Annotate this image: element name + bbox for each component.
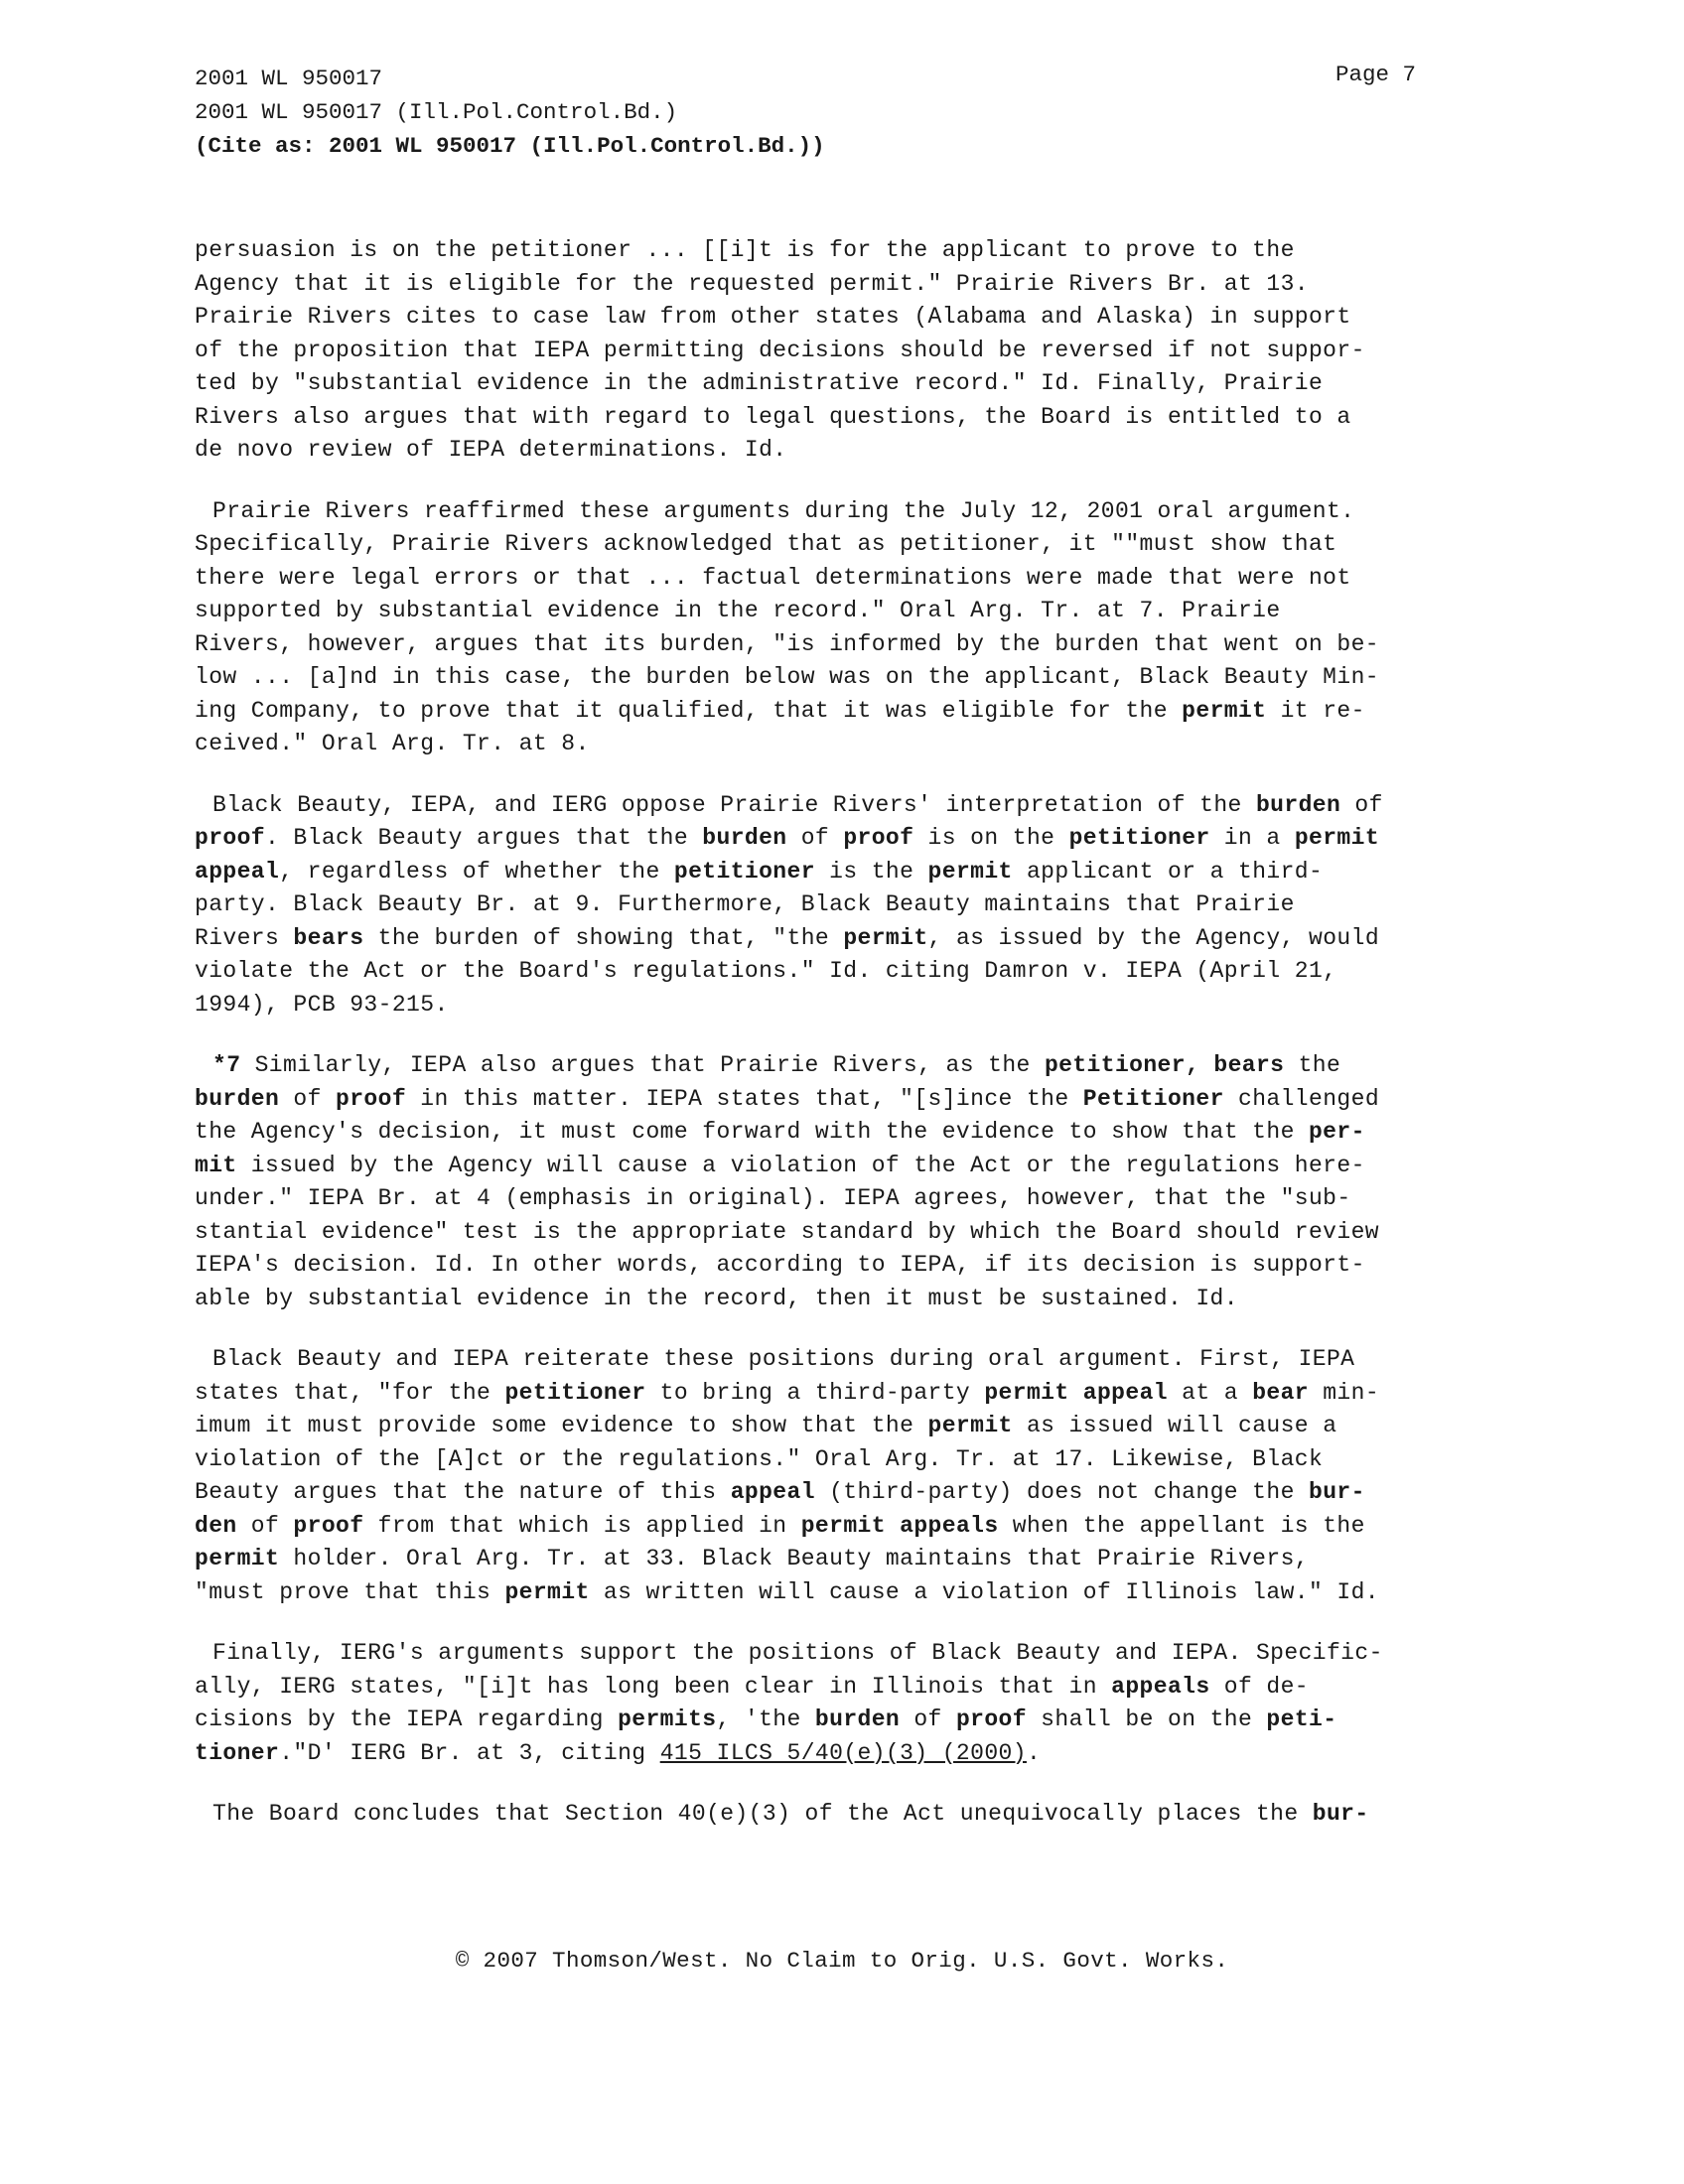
search-term-highlight: Petitioner — [1082, 1085, 1224, 1112]
text-line: there were legal errors or that ... factual determinations were made that were not — [195, 564, 1351, 591]
text-line: Black Beauty, IEPA, and IERG oppose Prairie Rivers' interpretation of the burden of — [212, 791, 1383, 818]
text-line: Agency that it is eligible for the requested permit." Prairie Rivers Br. at 13. — [195, 270, 1309, 297]
text-line: Specifically, Prairie Rivers acknowledged that as petitioner, it ""must show that — [195, 531, 1337, 557]
search-term-highlight: per- — [1308, 1119, 1365, 1145]
search-term-highlight: bear — [1252, 1379, 1310, 1406]
search-term-highlight: permit — [843, 924, 928, 951]
search-term-highlight: bur- — [1309, 1479, 1365, 1505]
text-line: appeal, regardless of whether the petitioner is the permit applicant or a third- — [195, 858, 1324, 885]
text-line: ing Company, to prove that it qualified, that it was eligible for the permit it re- — [195, 697, 1365, 724]
text-line: violation of the [A]ct or the regulations." Oral Arg. Tr. at 17. Likewise, Black — [195, 1445, 1324, 1472]
search-term-highlight: bears — [293, 924, 364, 951]
paragraph-7 — [195, 1798, 1475, 1832]
text-line: states that, "for the petitioner to bring a third-party permit appeal at a bear min- — [195, 1379, 1380, 1406]
citation-line-2: 2001 WL 950017 (Ill.Pol.Control.Bd.) — [195, 99, 678, 125]
text-line: ted by "substantial evidence in the administrative record." Id. Finally, Prairie — [195, 370, 1324, 396]
search-term-highlight: permit — [1182, 697, 1267, 724]
text-line: cisions by the IEPA regarding permits, 'the burden of proof shall be on the peti- — [195, 1706, 1337, 1732]
text-line: the Agency's decision, it must come forward with the evidence to show that the per- — [195, 1119, 1365, 1145]
search-term-highlight: mit — [195, 1152, 237, 1178]
text-line: tioner."D' IERG Br. at 3, citing 415 ILCS 5/40(e)(3) (2000). — [195, 1739, 1042, 1766]
paragraph-5 — [195, 1343, 1475, 1609]
text-line: den of proof from that which is applied in permit appeals when the appellant is the — [195, 1512, 1365, 1539]
paragraph-1 — [195, 234, 1475, 468]
document-body — [195, 234, 1475, 1859]
search-term-highlight: proof — [195, 825, 266, 851]
text-line: IEPA's decision. Id. In other words, according to IEPA, if its decision is support- — [195, 1252, 1365, 1278]
paragraph-6 — [195, 1637, 1475, 1770]
search-term-highlight: petitioner — [673, 858, 815, 885]
text-line: Rivers, however, argues that its burden, "is informed by the burden that went on be- — [195, 630, 1379, 657]
search-term-highlight: proof — [955, 1706, 1027, 1732]
text-line: low ... [a]nd in this case, the burden below was on the applicant, Black Beauty Min- — [195, 664, 1379, 690]
search-term-highlight: permit — [927, 858, 1013, 885]
star-page-marker: *7 — [212, 1052, 241, 1078]
text-line: stantial evidence" test is the appropriate standard by which the Board should review — [195, 1218, 1379, 1245]
paragraph-2 — [195, 495, 1475, 761]
text-line: proof. Black Beauty argues that the burden of proof is on the petitioner in a permit — [195, 825, 1380, 851]
search-term-highlight: permit appeals — [800, 1512, 999, 1539]
search-term-highlight: petitioner — [1068, 825, 1210, 851]
search-term-highlight: proof — [293, 1512, 364, 1539]
search-term-highlight: burden — [195, 1085, 280, 1112]
text-line: imum it must provide some evidence to show that the permit as issued will cause a — [195, 1413, 1337, 1438]
search-term-highlight: permit — [927, 1413, 1013, 1438]
text-line: de novo review of IEPA determinations. Id. — [195, 437, 787, 463]
text-line: 1994), PCB 93-215. — [195, 991, 449, 1018]
text-line: Finally, IERG's arguments support the positions of Black Beauty and IEPA. Specific- — [212, 1640, 1383, 1666]
text-line: The Board concludes that Section 40(e)(3) of the Act unequivocally places the bur- — [212, 1801, 1369, 1827]
search-term-highlight: burden — [1255, 791, 1341, 818]
text-line: violate the Act or the Board's regulations." Id. citing Damron v. IEPA (April 21, — [195, 958, 1337, 984]
text-line: Beauty argues that the nature of this appeal (third-party) does not change the bur- — [195, 1479, 1365, 1505]
search-term-highlight: permit — [504, 1578, 590, 1605]
paragraph-4 — [195, 1049, 1475, 1315]
text-line: mit issued by the Agency will cause a violation of the Act or the regulations here- — [195, 1152, 1365, 1178]
text-line: under." IEPA Br. at 4 (emphasis in original). IEPA agrees, however, that the "sub- — [195, 1185, 1351, 1211]
statute-citation-link[interactable]: 415 ILCS 5/40(e)(3) (2000) — [659, 1739, 1027, 1766]
search-term-highlight: burden — [702, 825, 787, 851]
text-line: persuasion is on the petitioner ... [[i]t is for the applicant to prove to the — [195, 237, 1295, 263]
text-line: ally, IERG states, "[i]t has long been clear in Illinois that in appeals of de- — [195, 1673, 1309, 1700]
text-line: Rivers also argues that with regard to legal questions, the Board is entitled to a — [195, 403, 1351, 430]
text-line: supported by substantial evidence in the record." Oral Arg. Tr. at 7. Prairie — [195, 598, 1281, 623]
search-term-highlight: proof — [336, 1085, 407, 1112]
search-term-highlight: appeal — [730, 1479, 815, 1505]
copyright-footer: © 2007 Thomson/West. No Claim to Orig. U.S. Govt. Works. — [455, 1948, 1229, 1974]
text-line: able by substantial evidence in the record, then it must be sustained. Id. — [195, 1285, 1238, 1311]
search-term-highlight: proof — [843, 825, 914, 851]
document-header — [195, 62, 1416, 163]
text-line: Rivers bears the burden of showing that, "the permit, as issued by the Agency, would — [195, 924, 1380, 951]
text-line: Prairie Rivers reaffirmed these arguments during the July 12, 2001 oral argument. — [212, 497, 1355, 524]
search-term-highlight: permit appeal — [984, 1379, 1168, 1406]
search-term-highlight: peti- — [1266, 1706, 1337, 1732]
search-term-highlight: permit — [195, 1546, 280, 1571]
search-term-highlight: permit — [1294, 825, 1380, 851]
paragraph-3 — [195, 789, 1475, 1023]
search-term-highlight: den — [195, 1512, 237, 1539]
text-line: Black Beauty and IEPA reiterate these positions during oral argument. First, IEPA — [212, 1346, 1355, 1372]
text-line: ceived." Oral Arg. Tr. at 8. — [195, 731, 590, 756]
text-line: party. Black Beauty Br. at 9. Furthermore, Black Beauty maintains that Prairie — [195, 891, 1295, 917]
search-term-highlight: bur- — [1312, 1801, 1369, 1827]
text-line: permit holder. Oral Arg. Tr. at 33. Black Beauty maintains that Prairie Rivers, — [195, 1546, 1309, 1571]
text-line: Prairie Rivers cites to case law from other states (Alabama and Alaska) in support — [195, 304, 1351, 330]
search-term-highlight: burden — [814, 1706, 901, 1732]
page-number: Page 7 — [1334, 62, 1416, 87]
search-term-highlight: permits — [618, 1706, 717, 1732]
search-term-highlight: tioner — [195, 1739, 280, 1766]
text-line: of the proposition that IEPA permitting decisions should be reversed if not suppor- — [195, 337, 1365, 363]
text-line: burden of proof in this matter. IEPA states that, "[s]ince the Petitioner challenged — [195, 1085, 1380, 1112]
text-line: *7 Similarly, IEPA also argues that Prairie Rivers, as the petitioner, bears the — [212, 1052, 1341, 1078]
search-term-highlight: appeal — [195, 858, 280, 885]
search-term-highlight: appeals — [1111, 1673, 1210, 1700]
search-term-highlight: petitioner — [504, 1379, 646, 1406]
text-line: "must prove that this permit as written will cause a violation of Illinois law." Id. — [195, 1578, 1379, 1605]
citation-line-1: 2001 WL 950017 — [195, 66, 383, 91]
search-term-highlight: petitioner, bears — [1044, 1052, 1285, 1078]
cite-as-line: (Cite as: 2001 WL 950017 (Ill.Pol.Control.Bd.)) — [195, 133, 825, 159]
